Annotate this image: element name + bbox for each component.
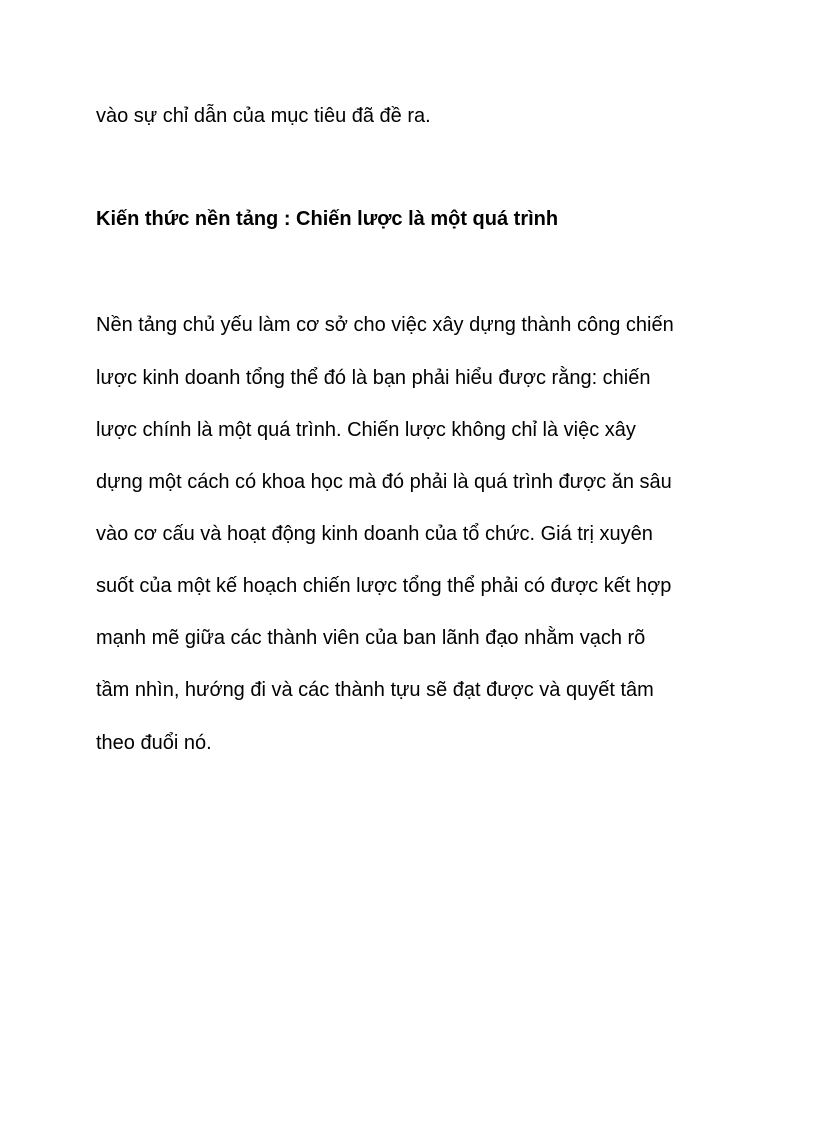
paragraph-line: vào cơ cấu và hoạt động kinh doanh của tổ chức. Giá trị xuyên (96, 523, 653, 545)
paragraph-line: suốt của một kế hoạch chiến lược tổng thể phải có được kết hợp (96, 575, 672, 597)
paragraph-line: mạnh mẽ giữa các thành viên của ban lãnh đạo nhằm vạch rõ (96, 627, 646, 649)
paragraph-line: tầm nhìn, hướng đi và các thành tựu sẽ đạt được và quyết tâm (96, 679, 654, 701)
paragraph-line: lược kinh doanh tổng thể đó là bạn phải hiểu được rằng: chiến (96, 367, 651, 389)
section-heading: Kiến thức nền tảng : Chiến lược là một quá trình (96, 208, 559, 230)
paragraph-line: Nền tảng chủ yếu làm cơ sở cho việc xây dựng thành công chiến (96, 314, 674, 336)
paragraph-line: lược chính là một quá trình. Chiến lược không chỉ là việc xây (96, 419, 636, 441)
paragraph-line: dựng một cách có khoa học mà đó phải là quá trình được ăn sâu (96, 471, 672, 493)
continuation-text: vào sự chỉ dẫn của mục tiêu đã đề ra. (96, 105, 431, 127)
paragraph-line: theo đuổi nó. (96, 732, 212, 754)
